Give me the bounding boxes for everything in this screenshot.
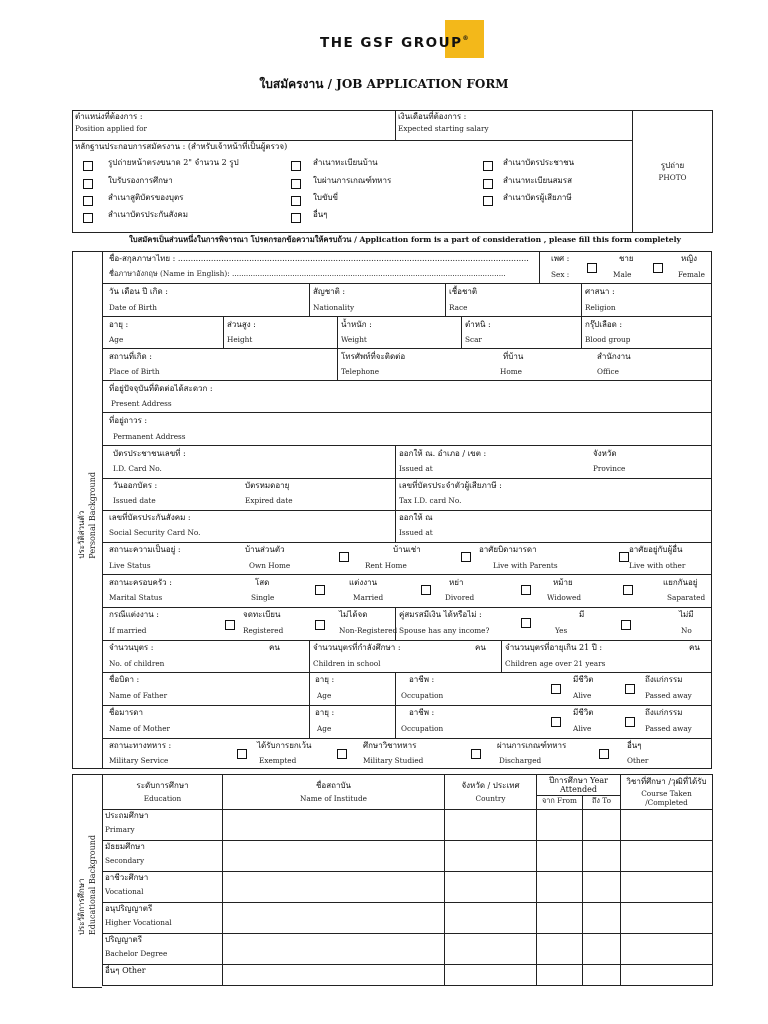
photo-label-th: รูปถ่าย xyxy=(660,160,685,170)
edu-level-bachelor-th: ปริญญาตรี xyxy=(105,935,142,945)
children-label-th: จำนวนบุตร : xyxy=(109,643,154,652)
issued-at-label-th: ออกให้ ณ. อำเภอ / เขต : xyxy=(399,449,487,458)
live-status-label-th: สถานะความเป็นอยู่ : xyxy=(109,545,181,554)
spouse-income-label-th: คู่สมรสมีเงิน ได้หรือไม่ : xyxy=(399,610,482,619)
edu-level-higher-vocational-th: อนุปริญญาตรี xyxy=(105,904,153,914)
home-phone-label-th: ที่บ้าน xyxy=(503,352,524,361)
children-over21-label-th: จำนวนบุตรที่อายุเกิน 21 ปี : xyxy=(505,643,603,652)
father-alive-label-th: มีชีวิต xyxy=(573,675,594,684)
marital-married-label-en: Married xyxy=(353,593,384,602)
doc-checkbox-house[interactable] xyxy=(291,161,301,171)
edu-cell[interactable] xyxy=(223,903,445,934)
id-card-label-th: บัตรประชาชนเลขที่ : xyxy=(113,449,186,458)
permanent-address-field[interactable]: ที่อยู่ถาวร : xyxy=(109,416,148,425)
ss-issued-label-th: ออกให้ ณ xyxy=(399,513,433,522)
edu-level-bachelor-en: Bachelor Degree xyxy=(105,948,168,958)
father-alive-label-en: Alive xyxy=(573,691,592,700)
edu-cell[interactable] xyxy=(445,965,537,986)
spouse-income-label-en: Spouse has any income? xyxy=(399,626,490,635)
doc-checkbox-military[interactable] xyxy=(291,179,301,189)
edu-cell[interactable] xyxy=(583,841,621,872)
blood-label-th: กรุ๊ปเลือด : xyxy=(585,320,623,329)
marital-single-label-th: โสด xyxy=(255,578,270,587)
male-label-en: Male xyxy=(613,270,632,279)
present-address-label-en: Present Address xyxy=(111,399,172,408)
tax-id-label-th: เลขที่บัตรประจำตัวผู้เสียภาษี : xyxy=(399,481,502,490)
weight-label-th: น้ำหนัก : xyxy=(341,320,372,329)
edu-header-institute-th: ชื่อสถาบัน xyxy=(316,781,351,791)
mother-passed-checkbox[interactable] xyxy=(625,717,635,727)
office-phone-label-en: Office xyxy=(597,367,619,376)
title-separator: / xyxy=(323,77,337,91)
spouse-yes-label-en: Yes xyxy=(555,626,568,635)
race-label-en: Race xyxy=(449,303,468,312)
religion-label-en: Religion xyxy=(585,303,616,312)
edu-cell[interactable] xyxy=(583,965,621,986)
province-label-en: Province xyxy=(593,464,626,473)
mother-passed-label-en: Passed away xyxy=(645,724,692,733)
expire-date-label-th: บัตรหมดอายุ xyxy=(245,481,290,490)
weight-label-en: Weight xyxy=(341,335,367,344)
spouse-no-checkbox[interactable] xyxy=(621,620,631,630)
edu-header-country xyxy=(445,775,537,810)
military-discharged-checkbox[interactable] xyxy=(471,749,481,759)
father-age-label-th: อายุ : xyxy=(315,675,335,684)
mother-name-label-th: ชื่อมารดา xyxy=(109,708,143,717)
office-phone-label-th: สำนักงาน xyxy=(597,352,631,361)
male-label-th: ชาย xyxy=(619,254,634,263)
father-age-label-en: Age xyxy=(317,691,332,700)
doc-checkbox-marriage[interactable] xyxy=(483,179,493,189)
edu-cell[interactable] xyxy=(621,872,713,903)
military-studied-checkbox[interactable] xyxy=(337,749,347,759)
female-label-en: Female xyxy=(678,270,705,279)
dob-label-en: Date of Birth xyxy=(109,303,157,312)
scar-label-th: ตำหนิ : xyxy=(465,320,491,329)
edu-header-course xyxy=(621,775,713,810)
edu-row-primary xyxy=(103,810,713,841)
ss-card-label-th: เลขที่บัตรประกันสังคม : xyxy=(109,513,191,522)
doc-label-photo: รูปถ่ายหน้าตรงขนาด 2" จำนวน 2 รูป xyxy=(108,158,239,167)
mother-alive-label-en: Alive xyxy=(573,724,592,733)
female-label-th: หญิง xyxy=(681,254,697,263)
age-label-th: อายุ : xyxy=(109,320,129,329)
gsf-logo xyxy=(320,20,500,58)
edu-level-higher-vocational-en: Higher Vocational xyxy=(105,917,172,927)
children-school-label-th: จำนวนบุตรที่กำลังศึกษา : xyxy=(313,643,401,652)
edu-cell[interactable] xyxy=(583,903,621,934)
live-parents-label-en: Live with Parents xyxy=(493,561,558,570)
age-label-en: Age xyxy=(109,335,124,344)
doc-checkbox-tax[interactable] xyxy=(483,196,493,206)
live-own-label-th: บ้านส่วนตัว xyxy=(245,545,285,554)
personal-section-label-en: Personal Background xyxy=(88,472,97,559)
edu-header-year: ปีการศึกษา Year Attended xyxy=(537,775,621,796)
dob-label-th: วัน เดือน ปี เกิด : xyxy=(109,287,168,296)
instruction-note: ใบสมัครเป็นส่วนหนึ่งในการพิจารณา โปรดกรอกข้อความให้ครบถ้วน / Application form is a part of consideration , please fill this form completely xyxy=(129,235,681,244)
edu-cell[interactable] xyxy=(445,872,537,903)
spouse-yes-label-th: มี xyxy=(579,610,585,619)
children-label-en: No. of children xyxy=(109,659,165,668)
doc-checkbox-cert[interactable] xyxy=(83,179,93,189)
children-school-label-en: Children in school xyxy=(313,659,381,668)
salary-label-th: เงินเดือนที่ต้องการ : xyxy=(398,112,467,121)
present-address-field[interactable]: ที่อยู่ปัจจุบันที่ติดต่อได้สะดวก : xyxy=(109,384,213,393)
photo-box[interactable] xyxy=(633,111,713,233)
edu-header-from: จาก From xyxy=(537,796,583,810)
edu-cell[interactable] xyxy=(621,965,713,986)
military-label-en: Military Service xyxy=(109,756,169,765)
doc-label-military: ใบผ่านการเกณฑ์ทหาร xyxy=(313,176,392,185)
mother-passed-label-th: ถึงแก่กรรม xyxy=(645,708,683,717)
education-section-side xyxy=(72,774,102,988)
live-status-label-en: Live Status xyxy=(109,561,151,570)
edu-cell[interactable] xyxy=(223,810,445,841)
blood-label-en: Blood group xyxy=(585,335,631,344)
edu-header-course-th: วิชาที่ศึกษา /วุฒิที่ได้รับ xyxy=(626,777,707,787)
religion-label-th: ศาสนา : xyxy=(585,287,615,296)
military-discharged-label-en: Discharged xyxy=(499,756,542,765)
live-rent-checkbox[interactable] xyxy=(461,552,471,562)
doc-checkbox-other[interactable] xyxy=(291,213,301,223)
marital-divorced-label-en: Divored xyxy=(445,593,475,602)
edu-cell[interactable] xyxy=(445,810,537,841)
permanent-address-label-en: Permanent Address xyxy=(113,432,186,441)
male-checkbox[interactable] xyxy=(587,263,597,273)
position-label-en: Position applied for xyxy=(75,124,148,134)
father-passed-label-en: Passed away xyxy=(645,691,692,700)
spouse-no-label-th: ไม่มี xyxy=(679,610,694,619)
nationality-label-th: สัญชาติ : xyxy=(313,287,346,296)
marital-divorced-label-th: หย่า xyxy=(449,578,464,587)
father-occupation-label-en: Occupation xyxy=(401,691,444,700)
registered-label-th: จดทะเบียน xyxy=(243,610,281,619)
edu-cell[interactable] xyxy=(445,934,537,965)
edu-level-secondary-th: มัธยมศึกษา xyxy=(105,842,145,852)
military-other-label-th: อื่นๆ xyxy=(627,741,642,750)
personal-section-side xyxy=(72,251,102,769)
military-label-th: สถานะทางทหาร : xyxy=(109,741,172,750)
scar-label-en: Scar xyxy=(465,335,482,344)
edu-cell[interactable] xyxy=(223,841,445,872)
position-table xyxy=(72,110,713,233)
father-passed-label-th: ถึงแก่กรรม xyxy=(645,675,683,684)
salary-label-en: Expected starting salary xyxy=(398,124,489,134)
military-exempted-label-th: ได้รับการยกเว้น xyxy=(257,741,312,750)
doc-label-cert: ใบรับรองการศึกษา xyxy=(108,176,173,185)
military-studied-label-en: Military Studied xyxy=(363,756,424,765)
photo-label-en: PHOTO xyxy=(658,172,687,182)
spouse-no-label-en: No xyxy=(681,626,692,635)
doc-checkbox-license[interactable] xyxy=(291,196,301,206)
edu-cell[interactable] xyxy=(621,934,713,965)
edu-level-primary-en: Primary xyxy=(105,824,135,834)
salary-field[interactable] xyxy=(396,111,633,141)
marital-married-checkbox[interactable] xyxy=(421,585,431,595)
doc-label-license: ใบขับขี่ xyxy=(313,193,338,202)
marital-label-en: Marital Status xyxy=(109,593,163,602)
id-card-label-en: I.D. Card No. xyxy=(113,464,162,473)
non-registered-label-en: Non-Registered xyxy=(339,626,398,635)
children-unit: คน xyxy=(269,643,280,652)
edu-row-secondary xyxy=(103,841,713,872)
military-other-label-en: Other xyxy=(627,756,649,765)
edu-cell[interactable] xyxy=(583,810,621,841)
doc-checkbox-photo[interactable] xyxy=(83,161,93,171)
edu-cell[interactable] xyxy=(583,872,621,903)
race-label-th: เชื้อชาติ xyxy=(449,287,478,296)
height-label-th: ส่วนสูง : xyxy=(227,320,256,329)
if-married-label-th: กรณีแต่งงาน : xyxy=(109,610,159,619)
edu-header-course-en: Course Taken /Completed xyxy=(641,789,692,807)
doc-checkbox-birth[interactable] xyxy=(83,196,93,206)
military-other-checkbox[interactable] xyxy=(599,749,609,759)
edu-cell[interactable] xyxy=(583,934,621,965)
edu-row-bachelor xyxy=(103,934,713,965)
education-table xyxy=(102,774,713,986)
form-title xyxy=(0,78,768,92)
children-school-unit: คน xyxy=(475,643,486,652)
edu-cell[interactable] xyxy=(537,934,583,965)
doc-label-idcard: สำเนาบัตรประชาชน xyxy=(503,158,575,167)
edu-header-country-th: จังหวัด / ประเทศ xyxy=(461,781,520,791)
mother-alive-label-th: มีชีวิต xyxy=(573,708,594,717)
edu-cell[interactable] xyxy=(537,903,583,934)
height-label-en: Height xyxy=(227,335,253,344)
marital-widowed-checkbox[interactable] xyxy=(623,585,633,595)
edu-cell[interactable] xyxy=(223,934,445,965)
edu-cell[interactable] xyxy=(223,872,445,903)
edu-level-primary xyxy=(103,810,223,841)
father-passed-checkbox[interactable] xyxy=(625,684,635,694)
female-checkbox[interactable] xyxy=(653,263,663,273)
edu-level-vocational xyxy=(103,872,223,903)
pob-label-en: Place of Birth xyxy=(109,367,160,376)
edu-level-bachelor xyxy=(103,934,223,965)
edu-level-secondary-en: Secondary xyxy=(105,855,145,865)
children-over21-unit: คน xyxy=(689,643,700,652)
edu-header-level-th: ระดับการศึกษา xyxy=(136,781,189,791)
documents-title: หลักฐานประกอบการสมัครงาน : (สำหรับเจ้าหน้าที่เป็นผู้ตรวจ) xyxy=(75,142,288,151)
edu-level-other-th: อื่นๆ Other xyxy=(105,966,146,976)
name-thai-field[interactable]: ชื่อ-สกุลภาษาไทย : .......................................................................................................................................... xyxy=(109,254,529,263)
non-registered-label-th: ไม่ได้จด xyxy=(339,610,368,619)
edu-level-higher-vocational xyxy=(103,903,223,934)
edu-level-vocational-th: อาชีวะศึกษา xyxy=(105,873,149,883)
marital-divorced-checkbox[interactable] xyxy=(521,585,531,595)
father-alive-checkbox[interactable] xyxy=(551,684,561,694)
mother-name-label-en: Name of Mother xyxy=(109,724,171,733)
edu-header-institute-en: Name of Institude xyxy=(300,793,367,803)
marital-married-label-th: แต่งงาน xyxy=(349,578,378,587)
title-thai: ใบสมัครงาน xyxy=(259,77,324,91)
doc-label-marriage: สำเนาทะเบียนสมรส xyxy=(503,176,572,185)
edu-level-primary-th: ประถมศึกษา xyxy=(105,811,149,821)
live-rent-label-en: Rent Home xyxy=(365,561,407,570)
edu-row-other xyxy=(103,965,713,986)
edu-header-level xyxy=(103,775,223,810)
marital-separated-label-en: Saparated xyxy=(667,593,706,602)
edu-cell[interactable] xyxy=(537,965,583,986)
mother-occupation-label-en: Occupation xyxy=(401,724,444,733)
title-english: JOB APPLICATION FORM xyxy=(336,77,509,91)
edu-level-other xyxy=(103,965,223,986)
edu-level-vocational-en: Vocational xyxy=(105,886,144,896)
education-section-label-en: Educational Background xyxy=(88,835,97,936)
marital-separated-label-th: แยกกันอยู่ xyxy=(663,578,698,587)
tax-id-label-en: Tax I.D. card No. xyxy=(399,496,462,505)
sex-label-en: Sex : xyxy=(551,270,570,279)
children-over21-label-en: Children age over 21 years xyxy=(505,659,606,668)
brand-mark: ® xyxy=(462,35,470,42)
pob-label-th: สถานที่เกิด : xyxy=(109,352,152,361)
position-field[interactable] xyxy=(73,111,396,141)
marital-single-label-en: Single xyxy=(251,593,275,602)
marital-label-th: สถานะครอบครัว : xyxy=(109,578,172,587)
marital-widowed-label-en: Widowed xyxy=(547,593,582,602)
brand-name: THE GSF GROUP xyxy=(320,35,463,51)
home-phone-label-en: Home xyxy=(500,367,522,376)
position-label-th: ตำแหน่งที่ต้องการ : xyxy=(75,112,143,121)
military-exempted-checkbox[interactable] xyxy=(237,749,247,759)
nationality-label-en: Nationality xyxy=(313,303,355,312)
edu-cell[interactable] xyxy=(537,872,583,903)
live-other-label-en: Live with other xyxy=(629,561,686,570)
military-discharged-label-th: ผ่านการเกณฑ์ทหาร xyxy=(497,741,567,750)
doc-label-tax: สำเนาบัตรผู้เสียภาษี xyxy=(503,193,572,202)
edu-cell[interactable] xyxy=(445,903,537,934)
edu-cell[interactable] xyxy=(445,841,537,872)
registered-checkbox[interactable] xyxy=(225,620,235,630)
expire-date-label-en: Expired date xyxy=(245,496,293,505)
doc-checkbox-ss[interactable] xyxy=(83,213,93,223)
mother-alive-checkbox[interactable] xyxy=(551,717,561,727)
education-section-label-th: ประวัติการศึกษา xyxy=(76,878,86,936)
non-registered-checkbox[interactable] xyxy=(315,620,325,630)
doc-checkbox-idcard[interactable] xyxy=(483,161,493,171)
edu-cell[interactable] xyxy=(621,903,713,934)
registered-label-en: Registered xyxy=(243,626,284,635)
doc-label-other: อื่นๆ xyxy=(313,210,328,219)
issue-date-label-en: Issued date xyxy=(113,496,156,505)
personal-section-label-th: ประวัติส่วนตัว xyxy=(76,510,86,559)
sex-label-th: เพศ : xyxy=(551,254,570,263)
edu-cell[interactable] xyxy=(223,965,445,986)
marital-widowed-label-th: หม้าย xyxy=(553,578,573,587)
province-label-th: จังหวัด xyxy=(593,449,617,458)
edu-cell[interactable] xyxy=(537,810,583,841)
father-name-label-en: Name of Father xyxy=(109,691,168,700)
doc-label-birth: สำเนาสูติบัตรของบุตร xyxy=(108,193,184,202)
edu-header-country-en: Country xyxy=(475,793,506,803)
ss-issued-label-en: Issued at xyxy=(399,528,433,537)
issue-date-label-th: วันออกบัตร : xyxy=(113,481,158,490)
mother-age-label-en: Age xyxy=(317,724,332,733)
personal-table xyxy=(102,251,712,769)
live-own-label-en: Own Home xyxy=(249,561,291,570)
father-name-label-th: ชื่อบิดา : xyxy=(109,675,140,684)
live-parents-label-th: อาศัยบิดามารดา xyxy=(479,545,537,554)
mother-occupation-label-th: อาชีพ : xyxy=(409,708,435,717)
mother-age-label-th: อายุ : xyxy=(315,708,335,717)
doc-label-ss: สำเนาบัตรประกันสังคม xyxy=(108,210,189,219)
doc-label-house: สำเนาทะเบียนบ้าน xyxy=(313,158,378,167)
edu-cell[interactable] xyxy=(621,810,713,841)
edu-row-higher-vocational xyxy=(103,903,713,934)
edu-row-vocational xyxy=(103,872,713,903)
military-exempted-label-en: Exempted xyxy=(259,756,297,765)
edu-header-level-en: Education xyxy=(143,793,182,803)
edu-cell[interactable] xyxy=(537,841,583,872)
ss-card-label-en: Social Security Card No. xyxy=(109,528,201,537)
edu-header-institute xyxy=(223,775,445,810)
live-other-label-th: อาศัยอยู่กับผู้อื่น xyxy=(629,545,683,554)
edu-header-to: ถึง To xyxy=(583,796,621,810)
military-studied-label-th: ศึกษาวิชาทหาร xyxy=(363,741,417,750)
if-married-label-en: If married xyxy=(109,626,147,635)
live-own-checkbox[interactable] xyxy=(339,552,349,562)
live-parents-checkbox[interactable] xyxy=(619,552,629,562)
spouse-yes-checkbox[interactable] xyxy=(521,618,531,628)
telephone-label-th: โทรศัพท์ที่จะติดต่อ xyxy=(341,352,406,361)
father-occupation-label-th: อาชีพ : xyxy=(409,675,435,684)
telephone-label-en: Telephone xyxy=(341,367,380,376)
name-english-field[interactable]: ชื่อภาษาอังกฤษ (Name in English): ...................................................................................................................... xyxy=(109,269,506,278)
documents-checklist xyxy=(73,141,633,233)
live-rent-label-th: บ้านเช่า xyxy=(393,545,421,554)
edu-level-secondary xyxy=(103,841,223,872)
edu-cell[interactable] xyxy=(621,841,713,872)
issued-at-label-en: Issued at xyxy=(399,464,433,473)
marital-single-checkbox[interactable] xyxy=(315,585,325,595)
